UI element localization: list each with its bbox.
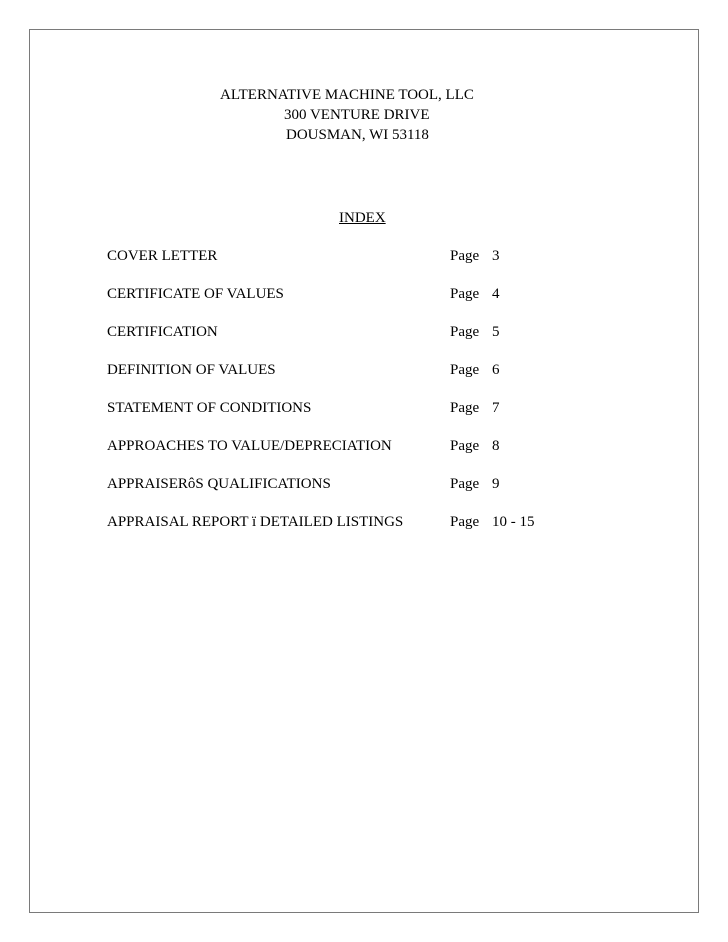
index-page-number: 7 — [492, 400, 500, 416]
index-page-word: Page — [450, 400, 480, 416]
index-page-word: Page — [450, 514, 480, 530]
index-page-number: 3 — [492, 248, 500, 264]
index-page-word: Page — [450, 438, 480, 454]
index-row — [107, 512, 607, 550]
index-list — [107, 246, 607, 550]
index-item-label: STATEMENT OF CONDITIONS — [107, 400, 312, 416]
company-name: ALTERNATIVE MACHINE TOOL, LLC — [220, 87, 474, 103]
index-page-word: Page — [450, 476, 480, 492]
index-item-label: CERTIFICATION — [107, 324, 218, 340]
index-item-label: CERTIFICATE OF VALUES — [107, 286, 284, 302]
index-page-number: 10 - 15 — [492, 514, 535, 530]
index-row — [107, 436, 607, 474]
index-row — [107, 246, 607, 284]
document-header — [0, 85, 728, 145]
index-page-number: 6 — [492, 362, 500, 378]
index-page-word: Page — [450, 286, 480, 302]
index-row — [107, 322, 607, 360]
index-row — [107, 474, 607, 512]
index-page-number: 8 — [492, 438, 500, 454]
index-item-label: DEFINITION OF VALUES — [107, 362, 276, 378]
index-page-number: 9 — [492, 476, 500, 492]
index-page-word: Page — [450, 324, 480, 340]
index-item-label: APPRAISERôS QUALIFICATIONS — [107, 476, 331, 492]
index-title: INDEX — [339, 210, 386, 226]
index-page-number: 4 — [492, 286, 500, 302]
index-row — [107, 398, 607, 436]
index-page-number: 5 — [492, 324, 500, 340]
index-item-label: COVER LETTER — [107, 248, 218, 264]
index-item-label: APPROACHES TO VALUE/DEPRECIATION — [107, 438, 392, 454]
company-street: 300 VENTURE DRIVE — [284, 107, 430, 123]
company-city: DOUSMAN, WI 53118 — [286, 127, 429, 143]
index-row — [107, 284, 607, 322]
index-page-word: Page — [450, 248, 480, 264]
index-row — [107, 360, 607, 398]
index-page-word: Page — [450, 362, 480, 378]
index-item-label: APPRAISAL REPORT ï DETAILED LISTINGS — [107, 514, 404, 530]
